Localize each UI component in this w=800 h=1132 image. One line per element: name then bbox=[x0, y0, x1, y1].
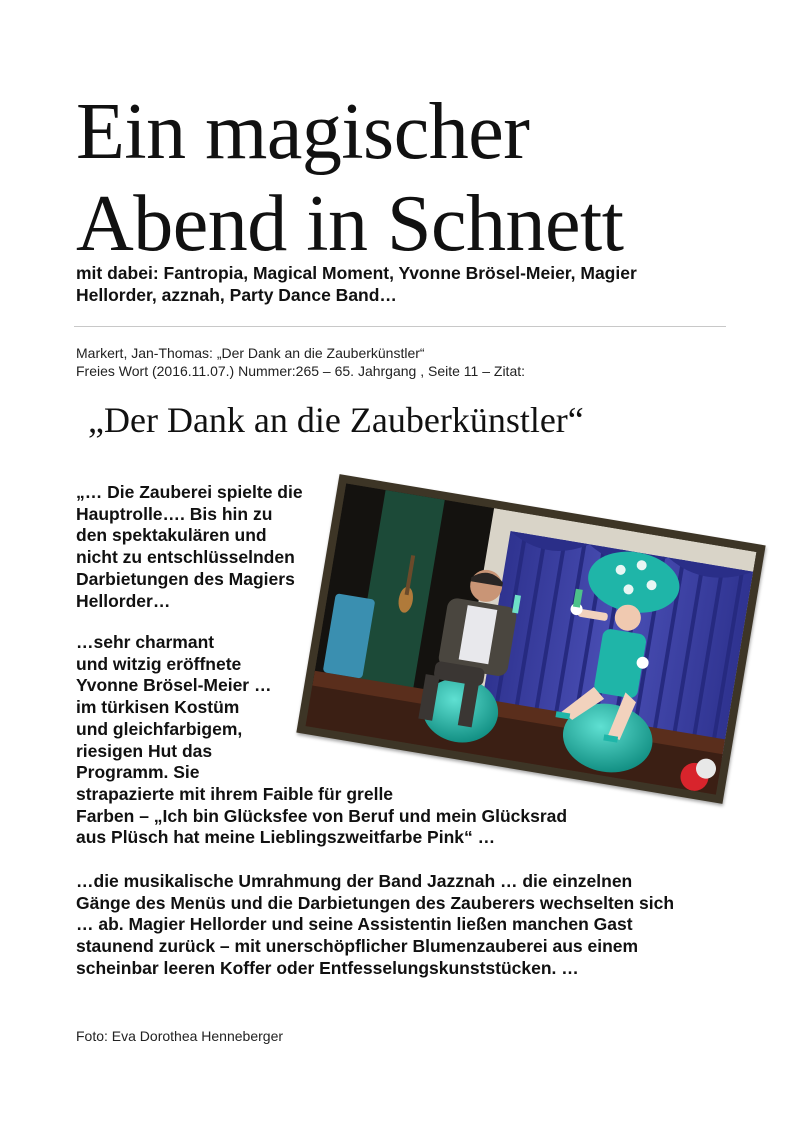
paragraph-magic bbox=[76, 482, 303, 612]
paragraph-line: Yvonne Brösel-Meier … bbox=[76, 675, 272, 696]
paragraph-line: im türkisen Kostüm bbox=[76, 697, 240, 718]
paragraph-line: den spektakulären und bbox=[76, 525, 267, 546]
paragraph-line: staunend zurück – mit unerschöpflicher Blumenzauberei aus einem bbox=[76, 936, 639, 957]
article-subtitle bbox=[76, 262, 736, 306]
paragraph-line: scheinbar leeren Koffer oder Entfesselungskunststücken. … bbox=[76, 957, 579, 978]
article-title bbox=[76, 86, 623, 270]
paragraph-line: Hauptrolle…. Bis hin zu bbox=[76, 503, 273, 524]
citation-line: Markert, Jan-Thomas: „Der Dank an die Zauberkünstler“ bbox=[76, 345, 425, 361]
paragraph-line: Gänge des Menüs und die Darbietungen des Zauberers wechselten sich bbox=[76, 892, 675, 913]
paragraph-line: riesigen Hut das bbox=[76, 740, 213, 761]
paragraph-line: Programm. Sie bbox=[76, 762, 200, 783]
paragraph-line: Darbietungen des Magiers bbox=[76, 568, 295, 589]
paragraph-line: Farben – „Ich bin Glücksfee von Beruf und mein Glücksrad bbox=[76, 805, 568, 826]
paragraph-line: strapazierte mit ihrem Faible für grelle bbox=[76, 783, 394, 804]
quote-title: „Der Dank an die Zauberkünstler“ bbox=[88, 400, 584, 440]
title-line: Ein magischer bbox=[76, 88, 530, 176]
paragraph-line: „… Die Zauberei spielte die bbox=[76, 482, 303, 502]
title-line: Abend in Schnett bbox=[76, 180, 624, 268]
divider bbox=[74, 326, 726, 327]
subtitle-line: mit dabei: Fantropia, Magical Moment, Yvonne Brösel-Meier, Magier bbox=[76, 263, 637, 283]
citation bbox=[76, 344, 525, 380]
paragraph-line: … ab. Magier Hellorder und seine Assistentin ließen manchen Gast bbox=[76, 914, 633, 935]
paragraph-opening bbox=[76, 632, 567, 849]
paragraph-line: Hellorder… bbox=[76, 590, 171, 611]
paragraph-line: …die musikalische Umrahmung der Band Jazznah … die einzelnen bbox=[76, 871, 633, 891]
photo-credit: Foto: Eva Dorothea Henneberger bbox=[76, 1028, 284, 1044]
paragraph-music bbox=[76, 871, 674, 980]
citation-line: Freies Wort (2016.11.07.) Nummer:265 – 65. Jahrgang , Seite 11 – Zitat: bbox=[76, 363, 526, 379]
subtitle-line: Hellorder, azznah, Party Dance Band… bbox=[76, 285, 397, 305]
paragraph-line: nicht zu entschlüsselnden bbox=[76, 547, 295, 568]
paragraph-line: und witzig eröffnete bbox=[76, 653, 242, 674]
paragraph-line: und gleichfarbigem, bbox=[76, 718, 243, 739]
paragraph-line: …sehr charmant bbox=[76, 632, 215, 652]
paragraph-line: aus Plüsch hat meine Lieblingszweitfarbe Pink“ … bbox=[76, 827, 496, 848]
